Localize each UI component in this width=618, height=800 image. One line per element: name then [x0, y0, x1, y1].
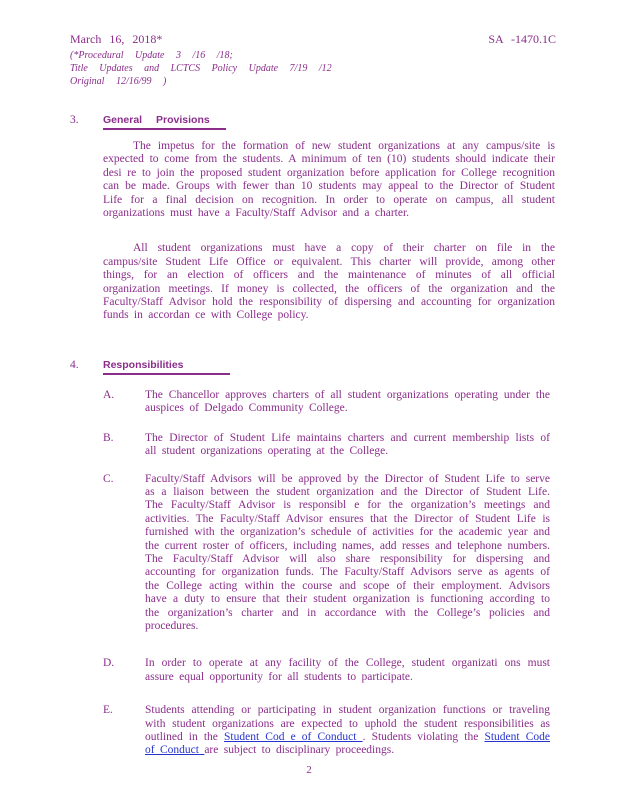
item-text [145, 704, 550, 758]
item-letter: D. [103, 657, 115, 670]
page-header [70, 32, 556, 46]
item-text: Faculty/Staff Advisors will be approved by the Director of Student Life to serve as a liaison between the student organization and the Director of Student Life. The Faculty/Staff Advisor is responsibl e for the organization’s meetings and activities. The Faculty/Staff Advisor ensures that the Director of Student Life is furnished with the organization’s schedule of activities for the academic year and the current roster of officers, including names, add resses and telephone numbers. The Faculty/Staff Advisor will also share responsibility for dispersing and accounting for organization funds. The Faculty/Staff Advisors serve as agents of the College acting within the course and scope of their employment. Advisors have a duty to ensure that their student organization is functioning according to the organization’s charter and in accordance with the College’s policies and procedures. [145, 472, 550, 632]
item-text-segment: . Students violating the [362, 731, 485, 743]
item-letter: A. [103, 388, 115, 401]
list-item-c [103, 473, 556, 634]
student-code-of-conduct-link-1[interactable]: Student Cod e of Conduct [224, 731, 363, 743]
item-letter: B. [103, 431, 114, 444]
item-text: The Chancellor approves charters of all student organizations operating under the auspices of Delgado Community College. [145, 388, 550, 415]
section-number: 4. [70, 358, 79, 371]
paragraph-general-provisions-1: The impetus for the formation of new student organizations at any campus/site is expected to come from the students. A minimum of ten (10) students should indicate their desi re to join the proposed student organization before application for College recognition can be made. Groups with fewer than 10 students may appeal to the Director of Student Life for a final decision on recognition. In order to operate on campus, all student organizations must have a Faculty/Staff Advisor and a charter. [103, 140, 555, 220]
item-text-segment: Students attending or participating in student organization functions or traveling with student organizations are expected to uphold the student responsibilities as outlined in the [145, 704, 550, 743]
list-item-a [103, 389, 556, 416]
list-item-d [103, 657, 556, 684]
document-date: March 16, 2018* [70, 32, 163, 46]
item-letter: C. [103, 472, 114, 485]
item-text-segment: are subject to disciplinary proceedings. [204, 744, 395, 757]
revision-line: (*Procedural Update 3 /16 /18; [70, 50, 233, 61]
list-item-b [103, 432, 556, 459]
page-number: 2 [306, 764, 312, 776]
paragraph-general-provisions-2: All student organizations must have a copy of their charter on file in the campus/site Student Life Office or equivalent. This charter will provide, among other things, for an election of officers and the maintenance of minutes of all official organization meetings. If money is collected, the officers of the organization and the Faculty/Staff Advisor hold the responsibility of dispersing and accounting for organization funds in accordan ce with College policy. [103, 242, 555, 322]
student-code-of-conduct-link-2[interactable]: Student Code of Conduct [145, 731, 550, 757]
section-4-heading [70, 359, 556, 375]
section-number: 3. [70, 114, 79, 126]
revision-line: Original 12/16/99 ) [70, 76, 167, 87]
section-title: Responsibilities [103, 359, 230, 375]
document-number: SA -1470.1C [488, 32, 556, 46]
section-3-heading [70, 114, 556, 130]
item-letter: E. [103, 704, 113, 717]
section-title: General Provisions [103, 114, 226, 130]
item-text: In order to operate at any facility of the College, student organizati ons must assure equal opportunity for all students to participate. [145, 657, 550, 683]
item-text: The Director of Student Life maintains charters and current membership lists of all student organizations operating at the College. [145, 431, 550, 458]
revision-history [70, 49, 556, 88]
revision-line: Title Updates and LCTCS Policy Update 7/19 /12 [70, 63, 332, 74]
list-item-e [103, 704, 556, 758]
